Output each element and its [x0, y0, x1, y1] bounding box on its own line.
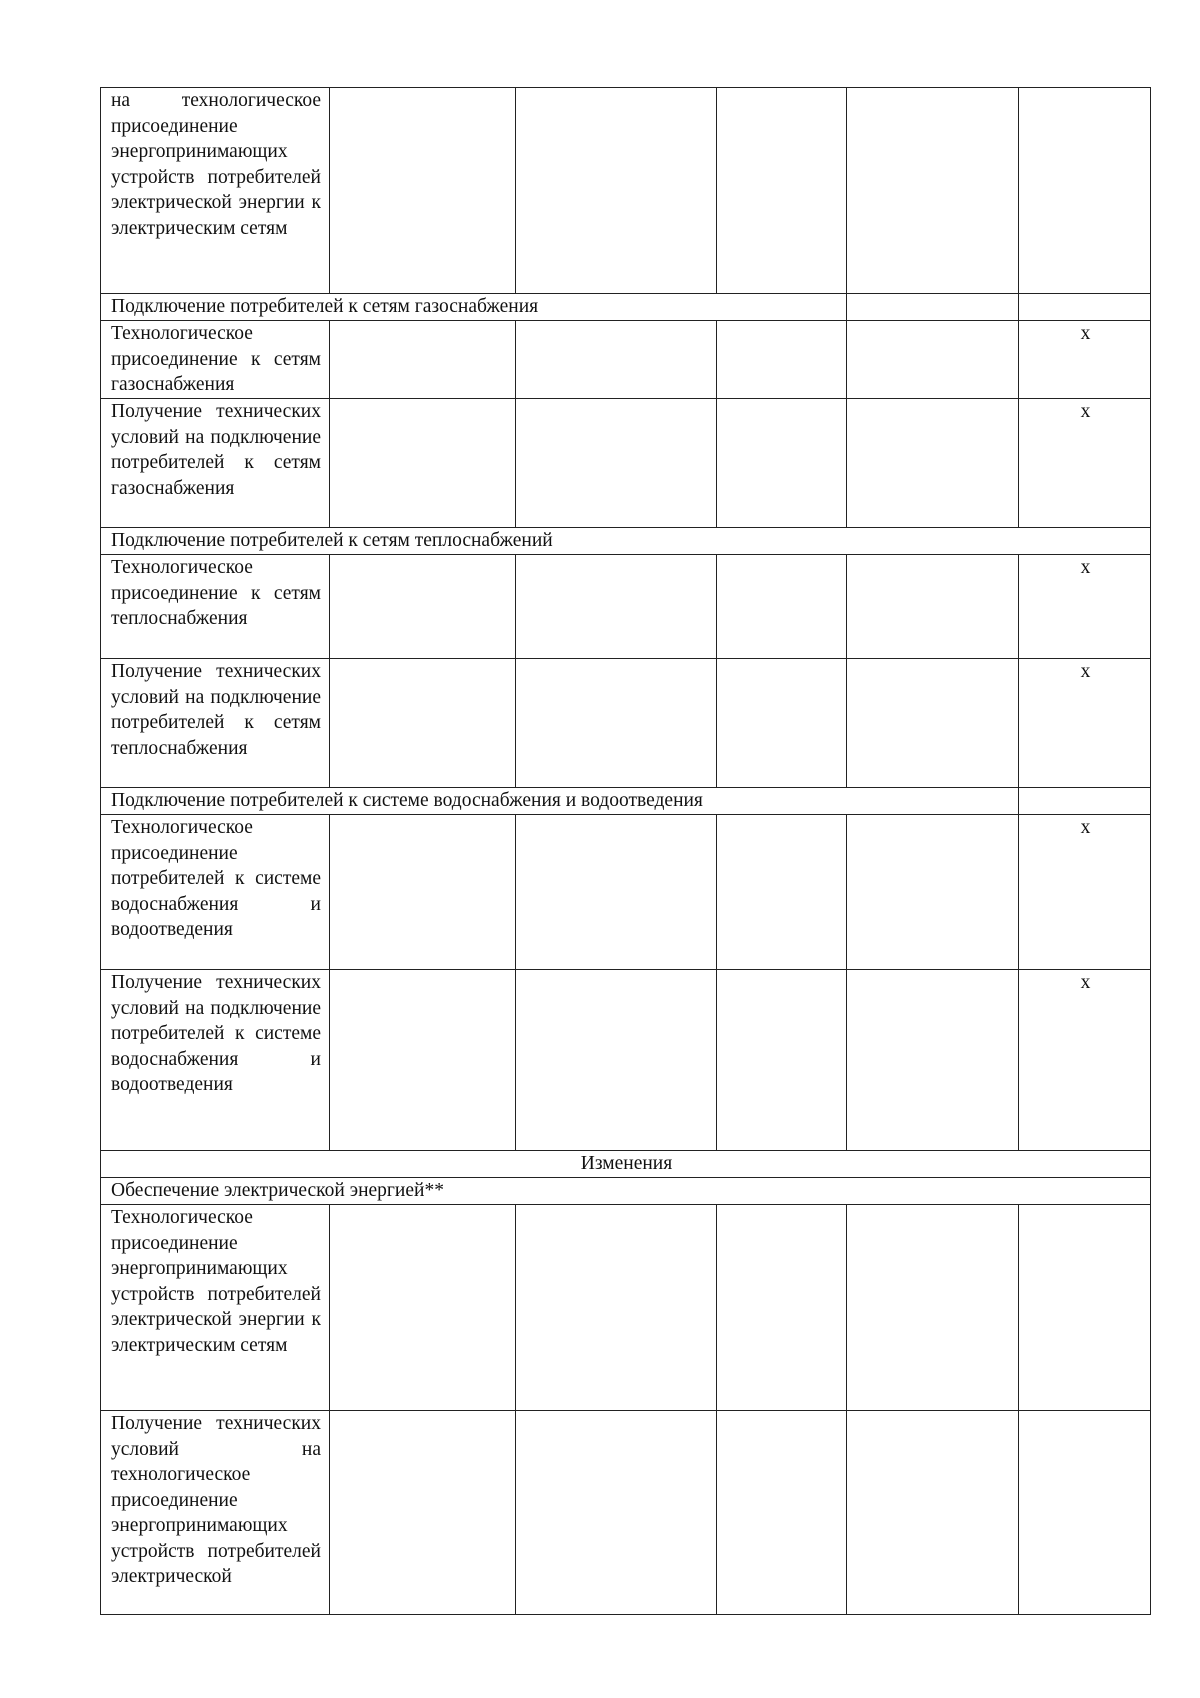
empty-cell [717, 555, 847, 659]
empty-cell [847, 970, 1019, 1151]
table-row [101, 659, 1151, 788]
empty-cell [717, 88, 847, 294]
empty-cell [847, 815, 1019, 970]
row-label-text: Получение технических условий на подключение потребителей к сетям газоснабжения [111, 401, 321, 499]
mark-cell [1019, 1411, 1151, 1615]
mark-cell: х [1019, 321, 1151, 399]
mark-cell: х [1019, 815, 1151, 970]
empty-cell [330, 1205, 516, 1411]
row-label-text: Получение технических условий на подключение потребителей к сетям теплоснабжения [111, 661, 321, 759]
empty-cell [847, 659, 1019, 788]
table-row [101, 970, 1151, 1151]
section-heading: Подключение потребителей к сетям теплоснабжений [101, 528, 1151, 555]
empty-cell [516, 555, 717, 659]
row-label-text: Технологическое присоединение потребителей к системе водоснабжения и водоотведения [111, 817, 321, 940]
row-label [101, 1205, 330, 1411]
table-row [101, 88, 1151, 294]
section-heading: Обеспечение электрической энергией** [101, 1178, 1151, 1205]
empty-cell [330, 1411, 516, 1615]
empty-cell [516, 399, 717, 528]
mark-cell: х [1019, 555, 1151, 659]
row-label-text: Получение технических условий на подключение потребителей к системе водоснабжения и водоотведения [111, 972, 321, 1095]
mark-cell: х [1019, 659, 1151, 788]
empty-cell [516, 88, 717, 294]
empty-cell [1019, 788, 1151, 815]
empty-cell [516, 321, 717, 399]
row-label-text: на технологическое присоединение энергопринимающих устройств потребителей электрической энергии к электрическим сетям [111, 90, 321, 239]
mark-cell [1019, 1205, 1151, 1411]
empty-cell [847, 555, 1019, 659]
empty-cell [847, 1411, 1019, 1615]
empty-cell [330, 555, 516, 659]
empty-cell [717, 1411, 847, 1615]
section-row [101, 294, 1151, 321]
empty-cell [516, 1205, 717, 1411]
title-row [101, 1151, 1151, 1178]
row-label-text: Технологическое присоединение к сетям газоснабжения [111, 323, 321, 395]
empty-cell [847, 1205, 1019, 1411]
empty-cell [330, 970, 516, 1151]
empty-cell [330, 399, 516, 528]
table-row [101, 815, 1151, 970]
mark-cell: х [1019, 399, 1151, 528]
requirements-table [100, 87, 1151, 1615]
table-row [101, 555, 1151, 659]
empty-cell [717, 815, 847, 970]
empty-cell [847, 294, 1019, 321]
section-row [101, 1178, 1151, 1205]
empty-cell [717, 970, 847, 1151]
changes-heading: Изменения [101, 1151, 1151, 1178]
section-row [101, 788, 1151, 815]
row-label [101, 88, 330, 294]
row-label [101, 659, 330, 788]
empty-cell [1019, 294, 1151, 321]
table-row [101, 1411, 1151, 1615]
empty-cell [330, 88, 516, 294]
mark-cell [1019, 88, 1151, 294]
empty-cell [330, 815, 516, 970]
mark-cell: х [1019, 970, 1151, 1151]
section-row [101, 528, 1151, 555]
empty-cell [717, 399, 847, 528]
row-label-text: Технологическое присоединение энергопринимающих устройств потребителей электрической энергии к электрическим сетям [111, 1207, 321, 1356]
row-label [101, 970, 330, 1151]
row-label [101, 1411, 330, 1615]
empty-cell [330, 659, 516, 788]
table-row [101, 321, 1151, 399]
row-label-text: Получение технических условий на технологическое присоединение энергопринимающих устройств потребителей электрической [111, 1413, 321, 1587]
empty-cell [717, 1205, 847, 1411]
empty-cell [717, 321, 847, 399]
table-row [101, 1205, 1151, 1411]
empty-cell [847, 321, 1019, 399]
row-label-text: Технологическое присоединение к сетям теплоснабжения [111, 557, 321, 629]
empty-cell [516, 970, 717, 1151]
empty-cell [330, 321, 516, 399]
empty-cell [717, 659, 847, 788]
table-row [101, 399, 1151, 528]
row-label [101, 555, 330, 659]
section-heading: Подключение потребителей к сетям газоснабжения [101, 294, 847, 321]
section-heading: Подключение потребителей к системе водоснабжения и водоотведения [101, 788, 1019, 815]
empty-cell [516, 1411, 717, 1615]
empty-cell [516, 659, 717, 788]
empty-cell [847, 88, 1019, 294]
row-label [101, 399, 330, 528]
row-label [101, 321, 330, 399]
empty-cell [516, 815, 717, 970]
row-label [101, 815, 330, 970]
empty-cell [847, 399, 1019, 528]
